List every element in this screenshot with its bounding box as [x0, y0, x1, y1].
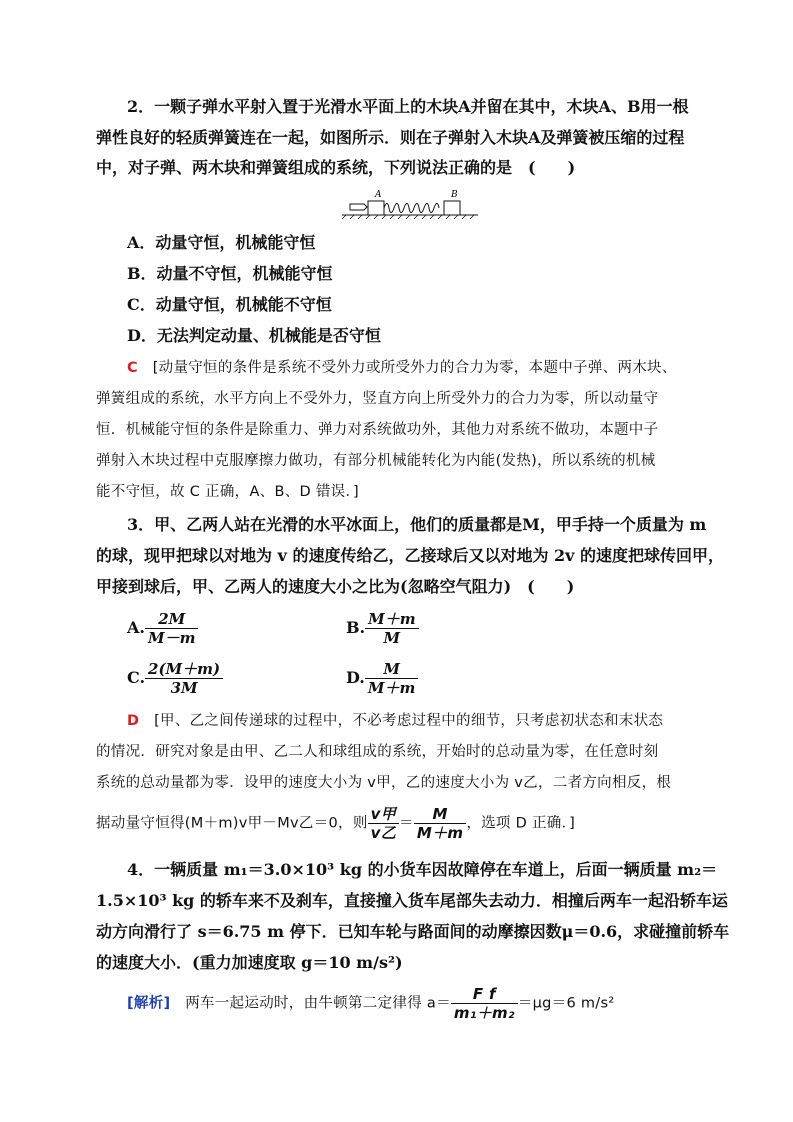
- q3-explanation-4: 据动量守恒得(M＋m)v甲－Mv乙＝0，则 $\frac{\text{v甲}}{\text{v乙}}$ ＝ $\frac{M}{M+m}$ ，选项 D 正确．]: [96, 805, 576, 842]
- q2-option-b: B．动量不守恒，机械能守恒: [127, 264, 333, 283]
- q3-option-b: B. $\frac{M+m}{M}$: [346, 610, 419, 647]
- q3-line-1: 3．甲、乙两人站在光滑的水平冰面上，他们的质量都是M，甲手持一个质量为 m: [127, 515, 707, 534]
- q2-option-a: A．动量守恒，机械能守恒: [127, 233, 316, 252]
- q2-line-1: 2．一颗子弹水平射入置于光滑水平面上的木块A并留在其中，木块A、B用一根: [127, 97, 689, 116]
- q3-line-3: 甲接到球后，甲、乙两人的速度大小之比为(忽略空气阻力) ( ): [96, 577, 575, 596]
- q3-line-2: 的球，现甲把球以对地为 v 的速度传给乙，乙接球后又以对地为 2v 的速度把球传回甲，: [96, 546, 725, 565]
- q2-line-2: 弹性良好的轻质弹簧连在一起，如图所示．则在子弹射入木块A及弹簧被压缩的过程: [96, 128, 685, 147]
- q2-explanation-4: 弹射入木块过程中克服摩擦力做功，有部分机械能转化为内能(发热)，所以系统的机械: [96, 453, 656, 469]
- label-b: B: [451, 190, 458, 200]
- q2-line-3: 中，对子弹、两木块和弹簧组成的系统，下列说法正确的是 ( ): [96, 158, 576, 177]
- q2-option-d: D．无法判定动量、机械能是否守恒: [127, 326, 381, 345]
- label-a: A: [375, 190, 382, 200]
- q3-option-c: C. $\frac{2(M+m)}{3M}$: [127, 660, 223, 697]
- q3-explanation-2: 的情况．研究对象是由甲、乙二人和球组成的系统，开始时的总动量为零，在任意时刻: [96, 744, 659, 760]
- q3-option-d: D. $\frac{M}{M+m}$: [346, 660, 418, 697]
- q3-option-a: A. $\frac{2M}{M-m}$: [127, 610, 198, 647]
- q4-line-2: 1.5×10³ kg 的轿车来不及刹车，直接撞入货车尾部失去动力．相撞后两车一起沿轿车运: [96, 891, 728, 910]
- q3-explanation-1: D [甲、乙之间传递球的过程中，不必考虑过程中的细节，只考虑初状态和末状态: [127, 713, 664, 729]
- q4-line-1: 4．一辆质量 m₁＝3.0×10³ kg 的小货车因故障停在车道上，后面一辆质量 m₂＝: [127, 860, 718, 879]
- q3-explanation-3: 系统的总动量都为零．设甲的速度大小为 v甲，乙的速度大小为 v乙，二者方向相反，根: [96, 775, 672, 791]
- q2-explanation-1: C [动量守恒的条件是系统不受外力或所受外力的合力为零，本题中子弹、两木块、: [127, 360, 677, 376]
- analysis-tag: [解析]: [127, 995, 171, 1012]
- q4-line-4: 的速度大小．(重力加速度取 g＝10 m/s²): [96, 953, 403, 972]
- q2-explanation-5: 能不守恒，故 C 正确，A、B、D 错误．]: [96, 484, 359, 500]
- q4-line-3: 动方向滑行了 s＝6.75 m 停下．已知车轮与路面间的动摩擦因数μ＝0.6，求碰撞前轿车: [96, 922, 730, 941]
- q2-option-c: C．动量守恒，机械能不守恒: [127, 295, 332, 314]
- q2-explanation-3: 恒．机械能守恒的条件是除重力、弹力对系统做功外，其他力对系统不做功，本题中子: [96, 422, 659, 438]
- q2-answer: C: [127, 360, 138, 376]
- q3-answer: D: [127, 713, 140, 729]
- spring-blocks-figure: [340, 186, 480, 220]
- q4-analysis: [解析] 两车一起运动时，由牛顿第二定律得 a＝ $\frac{\text{F f}}{\text{m₁＋m₂}}$ ＝μg＝6 m/s²: [127, 985, 615, 1022]
- q2-explanation-2: 弹簧组成的系统，水平方向上不受外力，竖直方向上所受外力的合力为零，所以动量守: [96, 391, 659, 407]
